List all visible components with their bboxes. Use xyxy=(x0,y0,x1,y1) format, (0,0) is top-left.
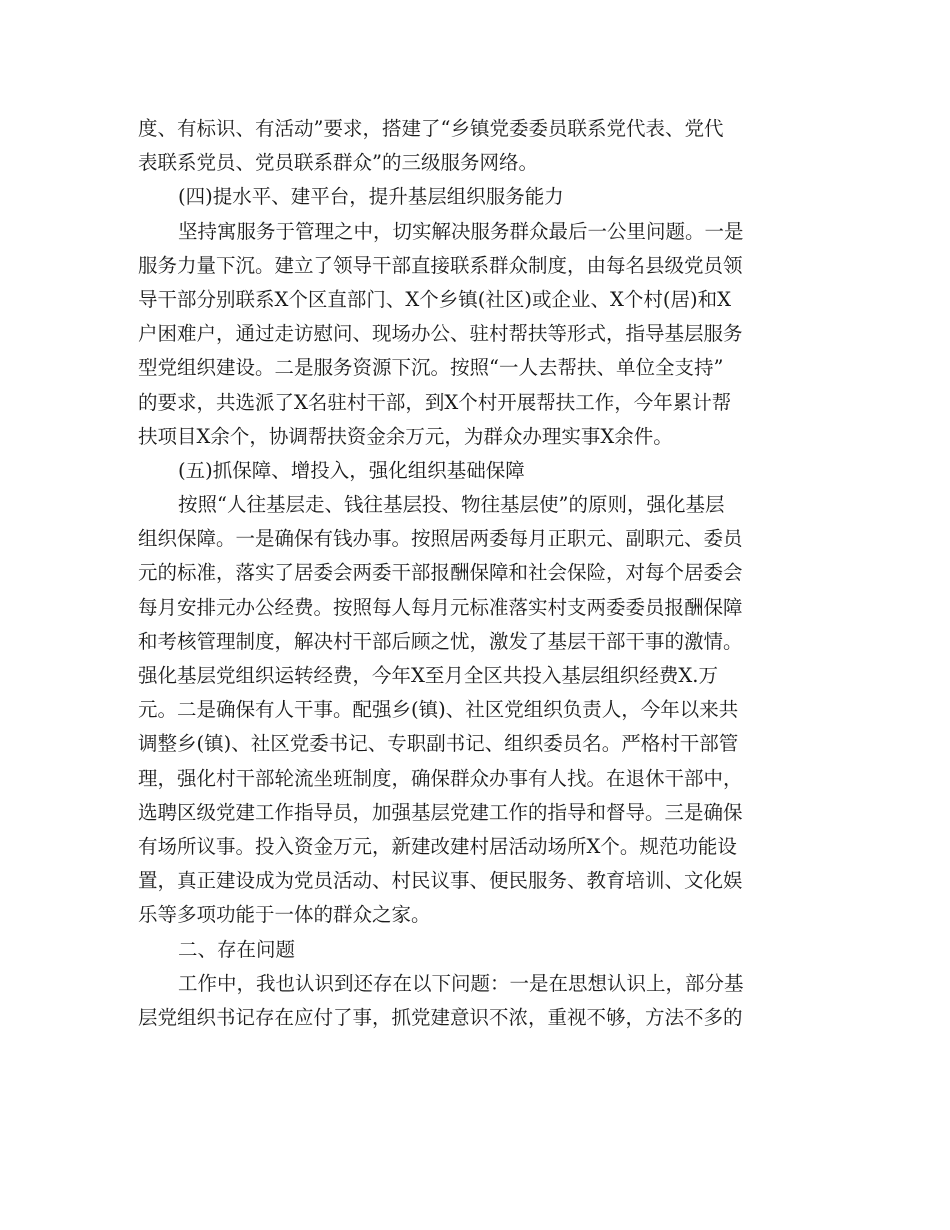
text-line: 户困难户，通过走访慰问、现场办公、驻村帮扶等形式，指导基层服务 xyxy=(138,322,743,346)
text-line: (五)抓保障、增投入，强化组织基础保障 xyxy=(178,458,525,482)
text-line: 和考核管理制度，解决村干部后顾之忧，激发了基层干部干事的激情。 xyxy=(138,629,743,653)
document-body xyxy=(138,112,818,1035)
text-line: 坚持寓服务于管理之中，切实解决服务群众最后一公里问题。一是 xyxy=(178,219,744,243)
text-line: 调整乡(镇)、社区党委书记、专职副书记、组织委员名。严格村干部管 xyxy=(138,732,739,756)
text-line: 表联系党员、党员联系群众”的三级服务网络。 xyxy=(138,151,538,175)
text-line: 强化基层党组织运转经费，今年X至月全区共投入基层组织经费X.万 xyxy=(138,664,718,687)
text-line: 扶项目X余个，协调帮扶资金余万元，为群众办理实事X余件。 xyxy=(138,424,673,448)
text-line: 元。二是确保有人干事。配强乡(镇)、社区党组织负责人，今年以来共 xyxy=(138,698,739,722)
text-line: 度、有标识、有活动”要求，搭建了“乡镇党委委员联系党代表、党代 xyxy=(138,117,724,140)
text-line: 层党组织书记存在应付了事，抓党建意识不浓，重视不够，方法不多的 xyxy=(138,1005,743,1029)
text-line: 工作中，我也认识到还存在以下问题：一是在思想认识上，部分基 xyxy=(178,971,744,995)
text-line: 型党组织建设。二是服务资源下沉。按照“一人去帮扶、单位全支持” xyxy=(138,356,724,380)
text-line: 置，真正建设成为党员活动、村民议事、便民服务、教育培训、文化娱 xyxy=(138,869,743,893)
text-line: 服务力量下沉。建立了领导干部直接联系群众制度，由每名县级党员领 xyxy=(138,253,743,277)
text-line: 二、存在问题 xyxy=(178,937,296,961)
text-line: 元的标准，落实了居委会两委干部报酬保障和社会保险，对每个居委会 xyxy=(138,561,743,585)
text-line: 乐等多项功能于一体的群众之家。 xyxy=(138,903,431,927)
text-line: 导干部分别联系X个区直部门、X个乡镇(社区)或企业、X个村(居)和X xyxy=(138,287,731,311)
text-line: 按照“人往基层走、钱往基层投、物往基层使”的原则，强化基层 xyxy=(178,493,725,517)
text-line: (四)提水平、建平台，提升基层组织服务能力 xyxy=(178,185,564,209)
text-line: 选聘区级党建工作指导员，加强基层党建工作的指导和督导。三是确保 xyxy=(138,800,743,824)
text-line: 有场所议事。投入资金万元，新建改建村居活动场所X个。规范功能设 xyxy=(138,834,737,858)
text-line: 理，强化村干部轮流坐班制度，确保群众办事有人找。在退休干部中， xyxy=(138,766,743,790)
text-line: 组织保障。一是确保有钱办事。按照居两委每月正职元、副职元、委员 xyxy=(138,527,743,551)
text-line: 每月安排元办公经费。按照每人每月元标准落实村支两委委员报酬保障 xyxy=(138,595,743,619)
text-line: 的要求，共选派了X名驻村干部，到X个村开展帮扶工作，今年累计帮 xyxy=(138,390,732,414)
